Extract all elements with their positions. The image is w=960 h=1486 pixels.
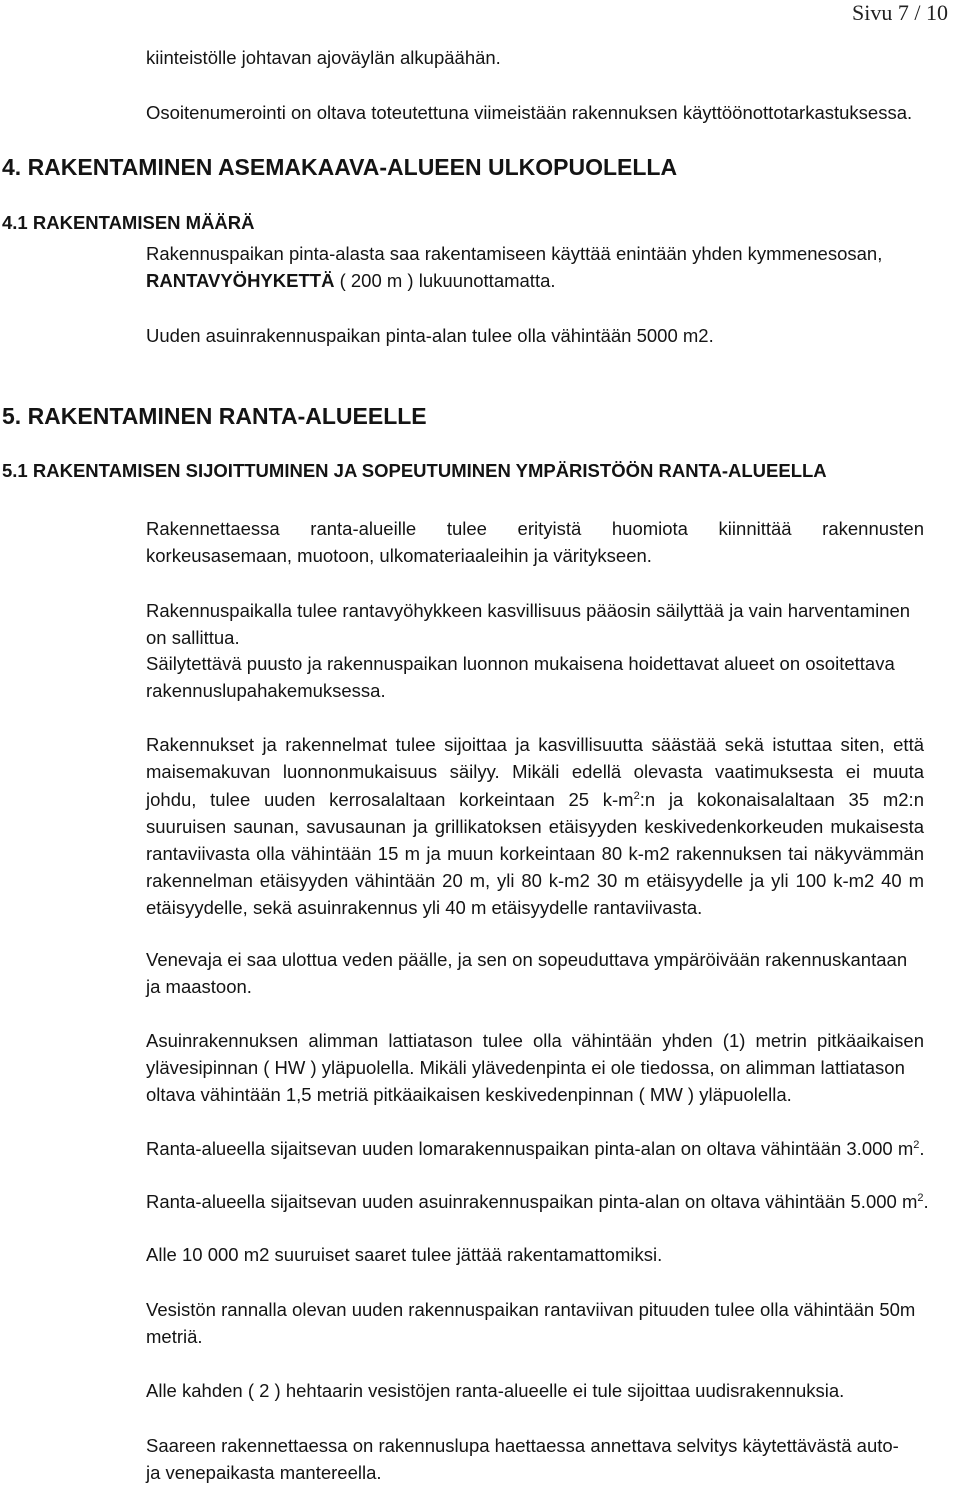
paragraph-4-line-4: suuruisen saunan, savusaunan ja grillikatoksen etäisyyden keskivedenkorkeuden mukaisesta — [146, 816, 924, 837]
holiday-plot-area-paragraph: Ranta-alueella sijaitsevan uuden lomarakennuspaikan pinta-alan on oltava vähintään 3.000 $m^2$. — [146, 1138, 925, 1159]
building-amount-line-1: Rakennuspaikan pinta-alasta saa rakentamiseen käyttää enintään yhden kymmenesosan, — [146, 243, 883, 264]
paragraph-10-line-2: metriä. — [146, 1326, 203, 1347]
small-waters-paragraph: Alle kahden ( 2 ) hehtaarin vesistöjen ranta-alueelle ei tule sijoittaa uudisrakennuksia. — [146, 1380, 845, 1401]
paragraph-1-line-1: Rakennettaessa ranta-alueille tulee erityistä huomiota kiinnittää rakennusten — [146, 518, 924, 539]
section-5-heading: 5. RAKENTAMINEN RANTA-ALUEELLE — [2, 403, 427, 429]
paragraph-10-line-1: Vesistön rannalla olevan uuden rakennuspaikan rantaviivan pituuden tulee olla vähintään 50m — [146, 1299, 916, 1320]
page-number: Sivu 7 / 10 — [852, 0, 948, 25]
paragraph-5-line-2: ja maastoon. — [146, 976, 252, 997]
paragraph-5-line-1: Venevaja ei saa ulottua veden päälle, ja sen on sopeuduttava ympäröivään rakennuskantaan — [146, 949, 908, 970]
intro-paragraph: kiinteistölle johtavan ajoväylän alkupäähän. — [146, 47, 501, 68]
residential-plot-area-paragraph: Ranta-alueella sijaitsevan uuden asuinrakennuspaikan pinta-alan on oltava vähintään 5.000 $m^2$. — [146, 1191, 929, 1212]
paragraph-6-line-2: ylävesipinnan ( HW ) yläpuolella. Mikäli ylävedenpinta ei ole tiedossa, on alimman lattiatason — [146, 1057, 905, 1078]
paragraph-4-line-6: rakennelman etäisyyden vähintään 20 m, yli 80 k-m2 30 m etäisyydelle ja yli 100 k-m2 40 m — [146, 870, 924, 891]
paragraph-6-line-1: Asuinrakennuksen alimman lattiatason tulee olla vähintään yhden (1) metrin pitkäaikaisen — [146, 1030, 924, 1051]
paragraph-3-line-1: Säilytettävä puusto ja rakennuspaikan luonnon mukaisena hoidettavat alueet on osoitettava — [146, 653, 895, 674]
paragraph-3-line-2: rakennuslupahakemuksessa. — [146, 680, 386, 701]
paragraph-4-line-1: Rakennukset ja rakennelmat tulee sijoittaa ja kasvillisuutta säästää sekä istuttaa siten, että — [146, 734, 924, 755]
paragraph-4-line-7: etäisyydelle, sekä asuinrakennus yli 40 m etäisyydelle rantaviivasta. — [146, 897, 703, 918]
section-4-heading: 4. RAKENTAMINEN ASEMAKAAVA-ALUEEN ULKOPUOLELLA — [2, 154, 678, 180]
address-paragraph: Osoitenumerointi on oltava toteutettuna viimeistään rakennuksen käyttöönottotarkastuksessa. — [146, 102, 913, 123]
paragraph-12-line-1: Saareen rakennettaessa on rakennuslupa haettaessa annettava selvitys käytettävästä auto- — [146, 1435, 899, 1456]
islands-paragraph: Alle 10 000 m2 suuruiset saaret tulee jättää rakentamattomiksi. — [146, 1244, 663, 1265]
section-5-1-heading: 5.1 RAKENTAMISEN SIJOITTUMINEN JA SOPEUTUMINEN YMPÄRISTÖÖN RANTA-ALUEELLA — [2, 460, 827, 481]
paragraph-2-line-1: Rakennuspaikalla tulee rantavyöhykkeen kasvillisuus pääosin säilyttää ja vain harventaminen — [146, 600, 911, 621]
paragraph-6-line-3: oltava vähintään 1,5 metriä pitkäaikaisen keskivedenpinnan ( MW ) yläpuolella. — [146, 1084, 792, 1105]
paragraph-2-line-2: on sallittua. — [146, 627, 240, 648]
building-amount-line-2: RANTAVYÖHYKETTÄ ( 200 m ) lukuunottamatta. — [146, 270, 556, 291]
paragraph-4-line-5: rantaviivasta olla vähintään 15 m ja muun korkeintaan 80 k-m2 rakennuksen tai näkyvämmän — [146, 843, 924, 864]
plot-area-paragraph: Uuden asuinrakennuspaikan pinta-alan tulee olla vähintään 5000 m2. — [146, 325, 714, 346]
section-4-1-heading: 4.1 RAKENTAMISEN MÄÄRÄ — [2, 212, 255, 233]
paragraph-4-line-2: maisemakuvan luonnonmukaisuus säilyy. Mikäli edellä olevasta vaatimuksesta ei muuta — [146, 761, 924, 782]
paragraph-12-line-2: ja venepaikasta mantereella. — [146, 1462, 382, 1483]
paragraph-1-line-2: korkeusasemaan, muotoon, ulkomateriaaleihin ja väritykseen. — [146, 545, 652, 566]
shore-zone-bold: RANTAVYÖHYKETTÄ — [146, 270, 335, 291]
paragraph-4-line-3: johdu, tulee uuden kerrosalaltaan korkeintaan 25 $k-m^2:n$ ja kokonaisalaltaan 35 m2:n — [146, 789, 924, 810]
